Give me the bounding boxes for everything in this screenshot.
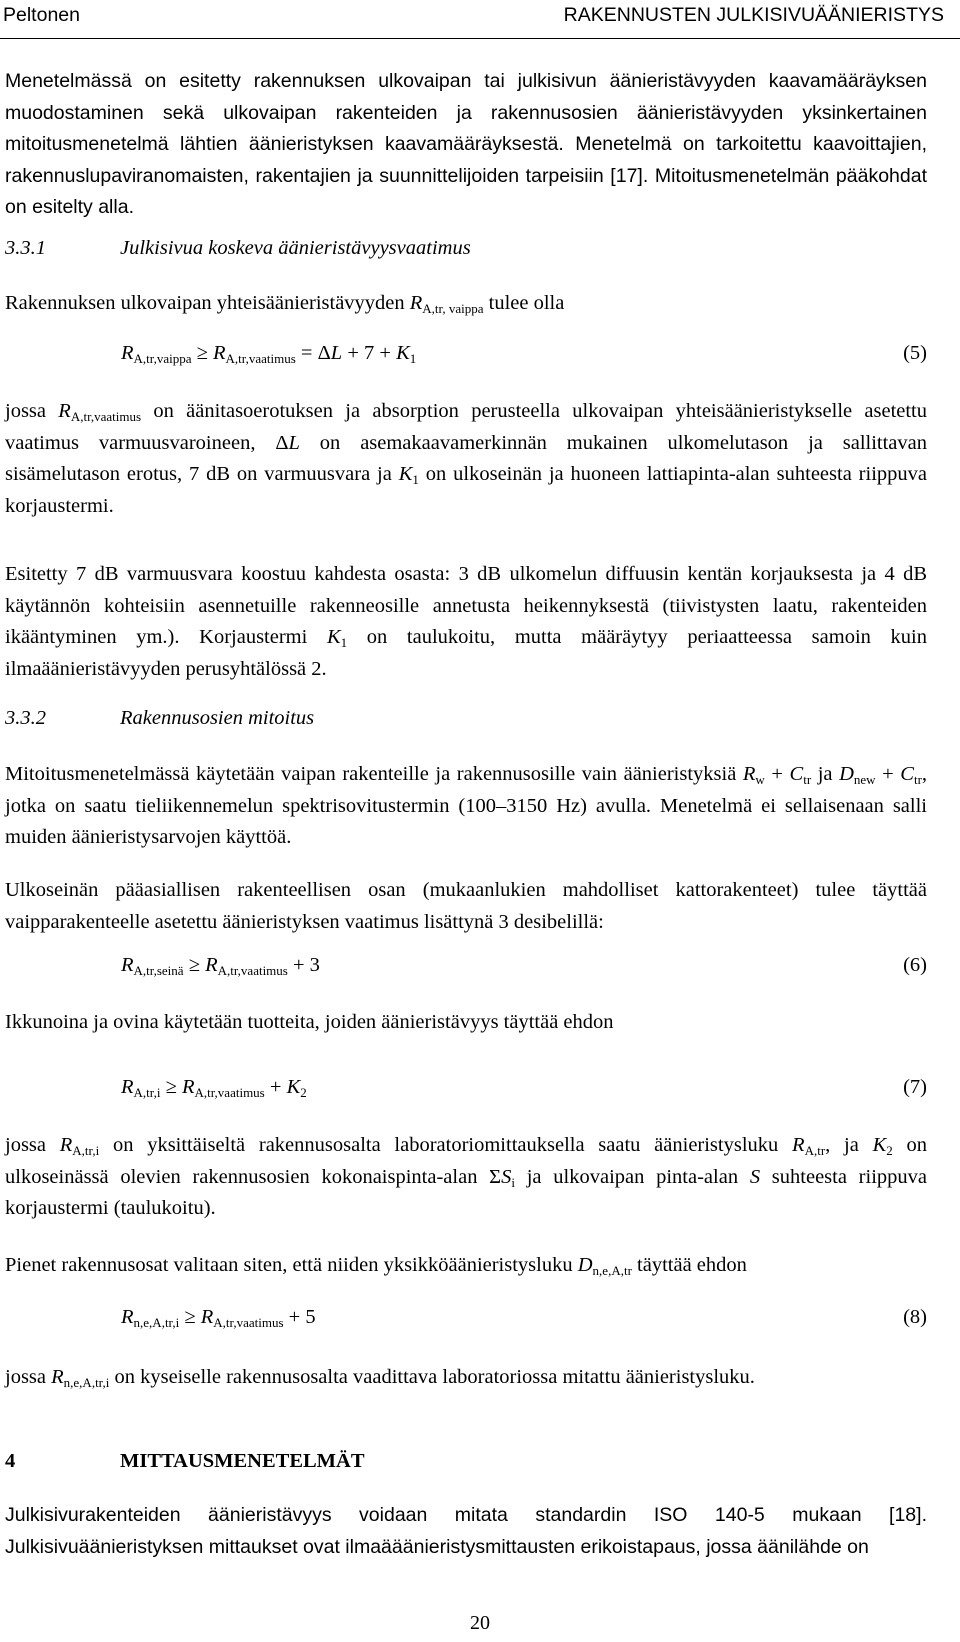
subscript: A,tr,vaatimus bbox=[217, 963, 288, 978]
text-run: on äänitasoerotuksen ja absorption perusteella ulkovaipan yhteisäänieristykselle asetettu vaatimus varmuusvaroineen, Δ bbox=[5, 400, 928, 454]
ikkunoina-paragraph: Ikkunoina ja ovina käytetään tuotteita, joiden äänieristävyys täyttää ehdon bbox=[5, 1011, 614, 1033]
operator: ≥ bbox=[179, 1306, 201, 1328]
subscript: 1 bbox=[409, 351, 417, 366]
subscript: w bbox=[755, 772, 765, 787]
subscript: i bbox=[511, 1174, 515, 1190]
symbol-l: L bbox=[330, 342, 343, 364]
symbol-r: R bbox=[59, 1134, 73, 1156]
operator: + 3 bbox=[287, 954, 320, 976]
section-title: MITTAUSMENETELMÄT bbox=[120, 1450, 365, 1472]
text-run: , jotka on saatu tieliikennemelun spektrisovitustermin (100–3150 Hz) avulla. Menetelmä ei sellaisenaan salli muiden äänieristysarvojen käyttöä. bbox=[5, 763, 928, 848]
equation-7 bbox=[5, 1076, 927, 1108]
section-title: Julkisivua koskeva äänieristävyysvaatimus bbox=[120, 237, 471, 259]
symbol-s: S bbox=[749, 1165, 761, 1188]
symbol-r: R bbox=[121, 342, 134, 364]
subscript: A,tr,vaatimus bbox=[213, 1315, 284, 1330]
header-title: RAKENNUSTEN JULKISIVUÄÄNIERISTYS bbox=[563, 4, 944, 26]
equation-6 bbox=[5, 954, 927, 986]
subscript: n,e,A,tr bbox=[592, 1263, 632, 1278]
symbol-r: R bbox=[181, 1076, 195, 1098]
text-run: on kyseiselle rakennusosalta vaadittava laboratoriossa mitattu äänieristysluku. bbox=[109, 1366, 755, 1388]
running-header bbox=[0, 0, 960, 39]
equation-8 bbox=[5, 1306, 927, 1338]
text-run: Mitoitusmenetelmässä käytetään vaipan rakenteille ja rakennusosille vain äänieristyksiä bbox=[5, 763, 743, 785]
subscript: A,tr,vaatimus bbox=[225, 351, 296, 366]
equation-number: (6) bbox=[903, 954, 927, 976]
mitoitus-paragraph bbox=[5, 759, 927, 854]
symbol-k: K bbox=[872, 1134, 887, 1156]
operator: + bbox=[875, 763, 901, 785]
subscript: 1 bbox=[412, 472, 419, 487]
subscript: tr bbox=[803, 772, 812, 787]
subscript: A,tr,vaippa bbox=[133, 351, 192, 366]
equation-expression bbox=[121, 342, 416, 365]
symbol-d: D bbox=[839, 763, 854, 785]
subscript: A,tr,seinä bbox=[133, 963, 184, 978]
operator: + bbox=[264, 1076, 287, 1098]
text-run: on taulukoitu, mutta määräytyy periaatteessa samoin kuin ilmaäänieristävyyden perusyhtälössä 2. bbox=[5, 626, 927, 680]
symbol-l: L bbox=[288, 431, 300, 454]
equation-expression bbox=[121, 954, 320, 977]
symbol-k: K bbox=[326, 626, 341, 648]
text-run: Esitetty 7 dB varmuusvara koostuu kahdesta osasta: 3 dB ulkomelun diffuusin kentän korjauksesta ja 4 dB käytännön kohteisiin asennetuille rakenneosille annetusta heikennyksestä (tiivistysten laatu, rakenteiden ikääntyminen ym.). Korjaustermi bbox=[5, 563, 927, 648]
symbol-d: D bbox=[577, 1254, 593, 1276]
esitetty-paragraph bbox=[5, 559, 927, 685]
text-run: , ja bbox=[825, 1134, 873, 1156]
subscript: A,tr,vaatimus bbox=[194, 1085, 265, 1100]
subscript: A,tr,i bbox=[72, 1143, 100, 1158]
intro-paragraph: Menetelmässä on esitetty rakennuksen ulkovaipan tai julkisivun äänieristävyyden kaavamääräyksen muodostaminen sekä ulkovaipan rakenteiden ja rakennusosien äänieristävyyden yksinkertainen mitoitusmenetelmä lähtien äänieristyksen kaavamääräyksestä. Menetelmä on tarkoitettu kaavoittajien, rakennuslupaviranomaisten, rakentajien ja suunnittelijoiden tarpeisiin [17]. Mitoitusmenetelmän pääkohdat on esitelty alla. bbox=[5, 70, 927, 218]
subscript: A,tr,vaatimus bbox=[70, 409, 142, 424]
symbol-r: R bbox=[409, 292, 423, 314]
operator: ≥ bbox=[183, 954, 206, 976]
jossa-paragraph-7 bbox=[5, 1130, 927, 1225]
subscript: 2 bbox=[300, 1085, 307, 1100]
equation-5 bbox=[5, 342, 927, 374]
operator: + 5 bbox=[283, 1306, 316, 1328]
text-run: on yksittäiseltä rakennusosalta laboratoriomittauksella saatu äänieristysluku bbox=[99, 1134, 793, 1156]
subscript: A,tr,i bbox=[133, 1085, 161, 1100]
subscript: n,e,A,tr,i bbox=[133, 1315, 180, 1330]
subscript: A,tr bbox=[804, 1143, 826, 1158]
section-number: 3.3.1 bbox=[5, 237, 46, 259]
symbol-s: S bbox=[501, 1165, 512, 1188]
page-number: 20 bbox=[470, 1612, 490, 1634]
subscript: A,tr, vaippa bbox=[422, 301, 484, 316]
jossa-paragraph-8 bbox=[5, 1362, 927, 1394]
symbol-r: R bbox=[742, 763, 756, 785]
operator: + 7 + bbox=[342, 342, 397, 364]
text-run: ja bbox=[811, 763, 840, 785]
section-number: 3.3.2 bbox=[5, 707, 46, 729]
operator: = Δ bbox=[295, 342, 331, 364]
jossa-paragraph-5 bbox=[5, 396, 927, 522]
operator: ≥ bbox=[191, 342, 214, 364]
symbol-r: R bbox=[121, 954, 134, 976]
symbol-r: R bbox=[200, 1306, 214, 1328]
text-run: on ulkoseinässä olevien rakennusosien kokonaispinta-alan Σ bbox=[5, 1134, 928, 1188]
symbol-k: K bbox=[398, 463, 413, 485]
header-author: Peltonen bbox=[3, 4, 80, 26]
symbol-k: K bbox=[286, 1076, 301, 1098]
symbol-r: R bbox=[121, 1306, 134, 1328]
text-run: tulee olla bbox=[483, 292, 565, 314]
section-title: Rakennusosien mitoitus bbox=[120, 707, 315, 729]
equation-number: (5) bbox=[903, 342, 927, 364]
last-paragraph: Julkisivurakenteiden äänieristävyys voidaan mitata standardin ISO 140-5 mukaan [18]. Julkisivuäänieristyksen mittaukset ovat ilmaääänieristysmittausten erikoistapaus, jossa äänilähde on bbox=[5, 1504, 927, 1558]
subscript: n,e,A,tr,i bbox=[63, 1375, 110, 1390]
pienet-paragraph bbox=[5, 1250, 927, 1282]
ulkoseinan-paragraph: Ulkoseinän pääasiallisen rakenteellisen osan (mukaanlukien mahdolliset kattorakenteet) tulee täyttää vaipparakenteelle asetettu äänieristyksen vaatimus lisättynä 3 desibelillä: bbox=[5, 879, 927, 933]
equation-number: (7) bbox=[903, 1076, 927, 1098]
text-run: on asemakaavamerkinnän mukainen ulkomelutason ja sallittavan sisämelutason erotus, 7 dB on varmuusvara ja bbox=[5, 431, 927, 485]
subscript: 1 bbox=[340, 635, 348, 650]
symbol-r: R bbox=[792, 1134, 805, 1156]
requirement-paragraph bbox=[5, 288, 927, 320]
symbol-k: K bbox=[396, 342, 410, 364]
operator: ≥ bbox=[160, 1076, 182, 1098]
equation-expression bbox=[121, 1076, 307, 1099]
text-run: jossa bbox=[5, 400, 59, 422]
text-run: jossa bbox=[5, 1134, 60, 1156]
equation-expression bbox=[121, 1306, 316, 1329]
text-run: Rakennuksen ulkovaipan yhteisäänieristävyyden bbox=[5, 292, 410, 314]
symbol-c: C bbox=[900, 763, 914, 785]
section-number: 4 bbox=[5, 1450, 16, 1472]
subscript: 2 bbox=[886, 1143, 893, 1158]
subscript: tr bbox=[913, 772, 922, 787]
equation-number: (8) bbox=[903, 1306, 927, 1328]
symbol-c: C bbox=[789, 763, 804, 785]
symbol-r: R bbox=[205, 954, 218, 976]
text-run: on ulkoseinän ja huoneen lattiapinta-alan suhteesta riippuva korjaustermi. bbox=[5, 463, 927, 517]
text-run: Pienet rakennusosat valitaan siten, että niiden yksikköäänieristysluku bbox=[5, 1254, 578, 1276]
operator: + bbox=[764, 763, 790, 785]
text-run: jossa bbox=[5, 1366, 52, 1388]
symbol-r: R bbox=[51, 1366, 64, 1388]
symbol-r: R bbox=[58, 400, 71, 422]
subscript: new bbox=[853, 772, 876, 787]
text-run: suhteesta riippuva korjaustermi (taulukoitu). bbox=[5, 1165, 928, 1219]
text-run: täyttää ehdon bbox=[631, 1254, 747, 1276]
symbol-r: R bbox=[121, 1076, 134, 1098]
symbol-r: R bbox=[213, 342, 226, 364]
text-run: ja ulkovaipan pinta-alan bbox=[515, 1165, 750, 1188]
